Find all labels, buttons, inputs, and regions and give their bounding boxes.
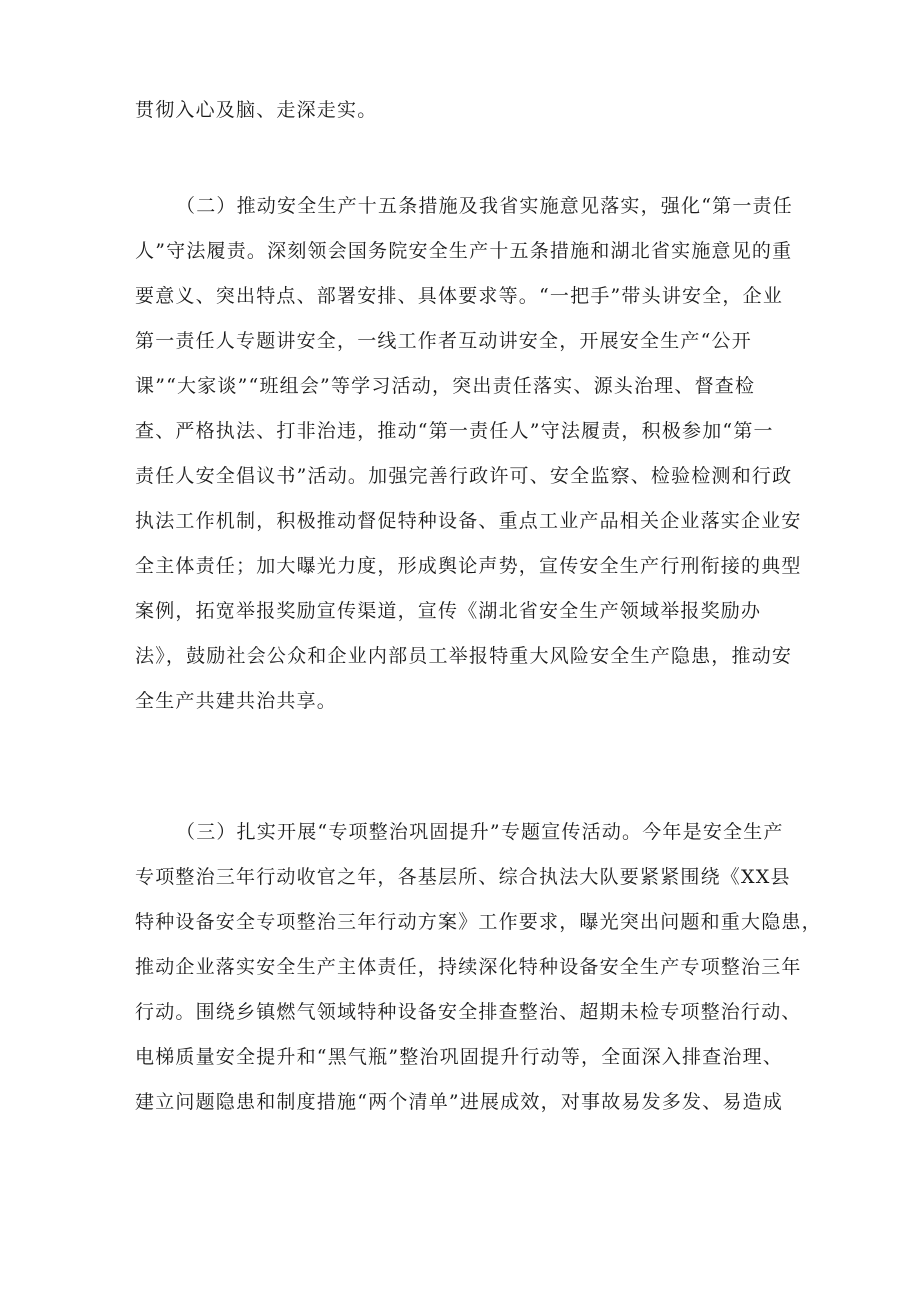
- paragraph-2-line: 全主体责任；加大曝光力度，形成舆论声势，宣传安全生产行刑衔接的典型: [135, 555, 802, 577]
- paragraph-prev-line: 贯彻入心及脑、走深走实。: [135, 99, 378, 121]
- paragraph-2-line: 第一责任人专题讲安全，一线工作者互动讲安全，开展安全生产“公开: [135, 330, 752, 352]
- paragraph-2-line: 执法工作机制，积极推动督促特种设备、重点工业产品相关企业落实企业安: [135, 510, 802, 532]
- paragraph-3-line: 行动。围绕乡镇燃气领域特种设备安全排查整治、超期未检专项整治行动、: [135, 1001, 802, 1023]
- paragraph-3-heading-line: （三）扎实开展“专项整治巩固提升”专题宣传活动。今年是安全生产: [176, 821, 784, 843]
- paragraph-2-line: 人”守法履责。深刻领会国务院安全生产十五条措施和湖北省实施意见的重: [135, 240, 793, 262]
- paragraph-2-heading-line: （二）推动安全生产十五条措施及我省实施意见落实，强化“第一责任: [176, 195, 793, 217]
- paragraph-3-line: 专项整治三年行动收官之年，各基层所、综合执法大队要紧紧围绕《XX县: [135, 866, 791, 888]
- paragraph-2-line: 全生产共建共治共享。: [135, 690, 338, 712]
- paragraph-2-line: 责任人安全倡议书”活动。加强完善行政许可、安全监察、检验检测和行政: [135, 465, 793, 487]
- paragraph-2-line: 案例，拓宽举报奖励宣传渠道，宣传《湖北省安全生产领域举报奖励办: [135, 600, 762, 622]
- paragraph-3-line: 电梯质量安全提升和“黑气瓶”整治巩固提升行动等，全面深入排查治理、: [135, 1046, 784, 1068]
- paragraph-2-line: 查、严格执法、打非治违，推动“第一责任人”守法履责，积极参加“第一: [135, 420, 774, 442]
- paragraph-2-line: 要意义、突出特点、部署安排、具体要求等。“一把手”带头讲安全，企业: [135, 285, 784, 307]
- paragraph-2-line: 课”“大家谈”“班组会”等学习活动，突出责任落实、源头治理、督查检: [135, 375, 756, 397]
- paragraph-3-line: 推动企业落实安全生产主体责任，持续深化特种设备安全生产专项整治三年: [135, 956, 802, 978]
- paragraph-3-line: 特种设备安全专项整治三年行动方案》工作要求，曝光突出问题和重大隐患，: [135, 911, 822, 933]
- paragraph-3-line: 建立问题隐患和制度措施“两个清单”进展成效，对事故易发多发、易造成: [135, 1091, 784, 1113]
- paragraph-2-line: 法》，鼓励社会公众和企业内部员工举报特重大风险安全生产隐患，推动安: [135, 645, 793, 667]
